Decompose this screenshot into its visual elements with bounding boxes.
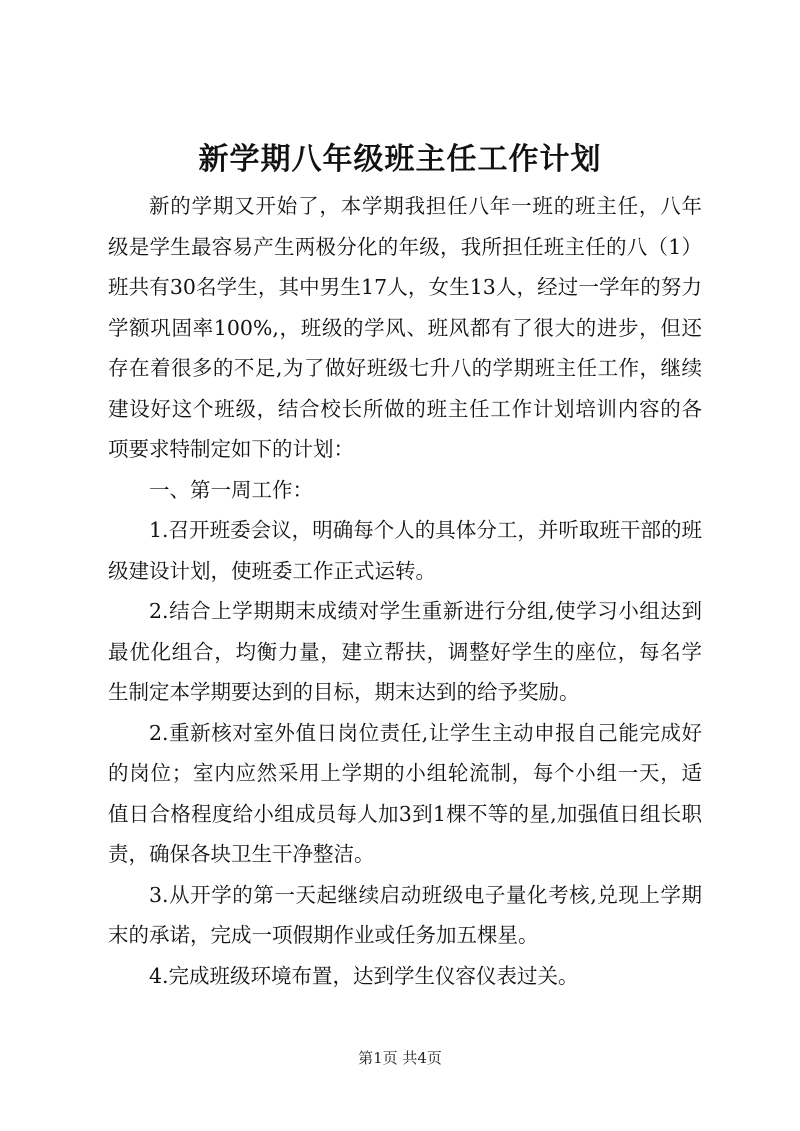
list-item: 3.从开学的第一天起继续启动班级电子量化考核,兑现上学期末的承诺，完成一项假期作业或任务加五棵星。 [108, 882, 702, 947]
list-item: 1.召开班委会议，明确每个人的具体分工，并听取班干部的班级建设计划，使班委工作正式运转。 [108, 518, 702, 583]
intro-paragraph: 新的学期又开始了，本学期我担任八年一班的班主任，八年级是学生最容易产生两极分化的年级，我所担任班主任的八（1）班共有30名学生，其中男生17人，女生13人，经过一学年的努力学额巩固率100%,，班级的学风、班风都有了很大的进步，但还存在着很多的不足,为了做好班级七升八的学期班主任工作，继续建设好这个班级，结合校长所做的班主任工作计划培训内容的各项要求特制定如下的计划： [108, 194, 702, 461]
section-heading: 一、第一周工作： [149, 477, 313, 502]
document-body [108, 186, 702, 996]
page-title: 新学期八年级班主任工作计划 [198, 142, 602, 177]
list-item: 2.结合上学期期末成绩对学生重新进行分组,使学习小组达到最优化组合，均衡力量，建立帮扶，调整好学生的座位，每名学生制定本学期要达到的目标，期末达到的给予奖励。 [108, 599, 702, 704]
page-number-footer: 第1页 共4页 [358, 1049, 442, 1067]
list-item: 2.重新核对室外值日岗位责任,让学生主动申报自己能完成好的岗位；室内应然采用上学期的小组轮流制，每个小组一天，适值日合格程度给小组成员每人加3到1棵不等的星,加强值日组长职责，确保各块卫生干净整洁。 [108, 720, 702, 866]
list-item: 4.完成班级环境布置，达到学生仪容仪表过关。 [149, 963, 579, 988]
